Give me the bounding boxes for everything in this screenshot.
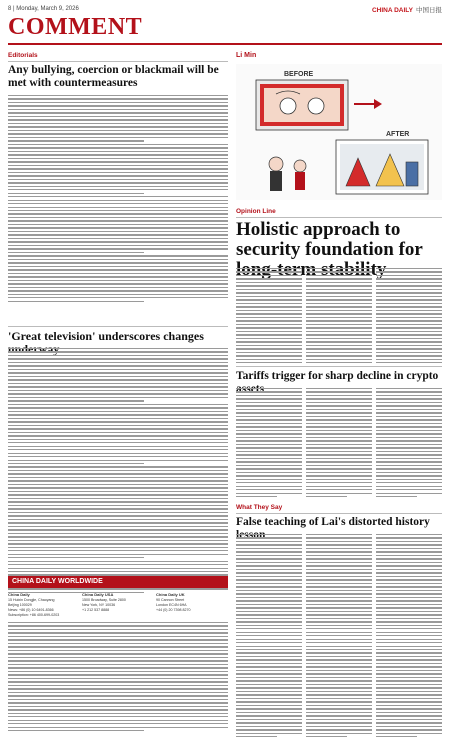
before-label: BEFORE <box>284 71 314 78</box>
tariffs-body-col-1 <box>236 388 302 500</box>
divider <box>236 217 442 218</box>
editorial-headline-2: 'Great television' underscores changes <box>8 329 204 343</box>
footer-col-1: China Daily 15 Huixin Dongjie, Chaoyang Beijing 100029 News: +86 (0) 10 6491-8366 Subscription: +86 400-699-0203 <box>8 592 60 618</box>
wts-body-col-1 <box>236 534 302 740</box>
footer-fine-print <box>8 622 228 734</box>
opinion-subheadline: Tariffs trigger for sharp decline in crypto <box>236 370 439 382</box>
paper-name-cn: 中国日报 <box>416 7 442 14</box>
after-label: AFTER <box>386 131 410 138</box>
wts-body-col-3 <box>376 534 442 740</box>
paper-name: CHINA DAILY <box>371 7 413 14</box>
opinion-body-col-3 <box>376 268 442 369</box>
wts-body-col-2 <box>306 534 372 740</box>
footer-col-2: China Daily USA 1500 Broadway, Suite 2800 New York, NY 10036 +1 212 537 8888 <box>82 592 126 613</box>
masthead-small <box>372 5 442 14</box>
editorial-headline-1: Any bullying, coercion or blackmail will be met with countermeasures <box>8 64 219 89</box>
divider <box>8 326 228 327</box>
opinion-headline: Holistic approach to security foundation for <box>236 219 423 260</box>
opinion-body-col-1 <box>236 268 302 369</box>
what-they-say-label: What They Say <box>236 504 283 511</box>
cartoon-artist: Li Min <box>236 52 257 59</box>
what-they-say-headline: False teaching of Lai's distorted history <box>236 516 430 528</box>
footer-col-3: China Daily UK 90 Cannon Street London EC4N 6HA +44 (0) 20 7398 8270 <box>156 592 191 613</box>
footer-title: CHINA DAILY WORLDWIDE <box>8 576 228 588</box>
tariffs-body-col-2 <box>306 388 372 500</box>
section-title: COMMENT <box>8 14 143 40</box>
editorial-body-2 <box>8 348 228 595</box>
opinion-label: Opinion Line <box>236 208 276 215</box>
cartoon-illustration <box>236 64 442 200</box>
editorials-label: Editorials <box>8 52 38 59</box>
page-info: 8 | Monday, March 9, 2026 <box>8 6 79 12</box>
section-rule <box>8 43 442 45</box>
divider <box>236 366 442 367</box>
divider <box>8 61 228 62</box>
opinion-body-col-2 <box>306 268 372 369</box>
editorial-body-1 <box>8 95 228 304</box>
tariffs-body-col-3 <box>376 388 442 500</box>
divider <box>236 513 442 514</box>
editorial-cartoon <box>236 64 442 200</box>
